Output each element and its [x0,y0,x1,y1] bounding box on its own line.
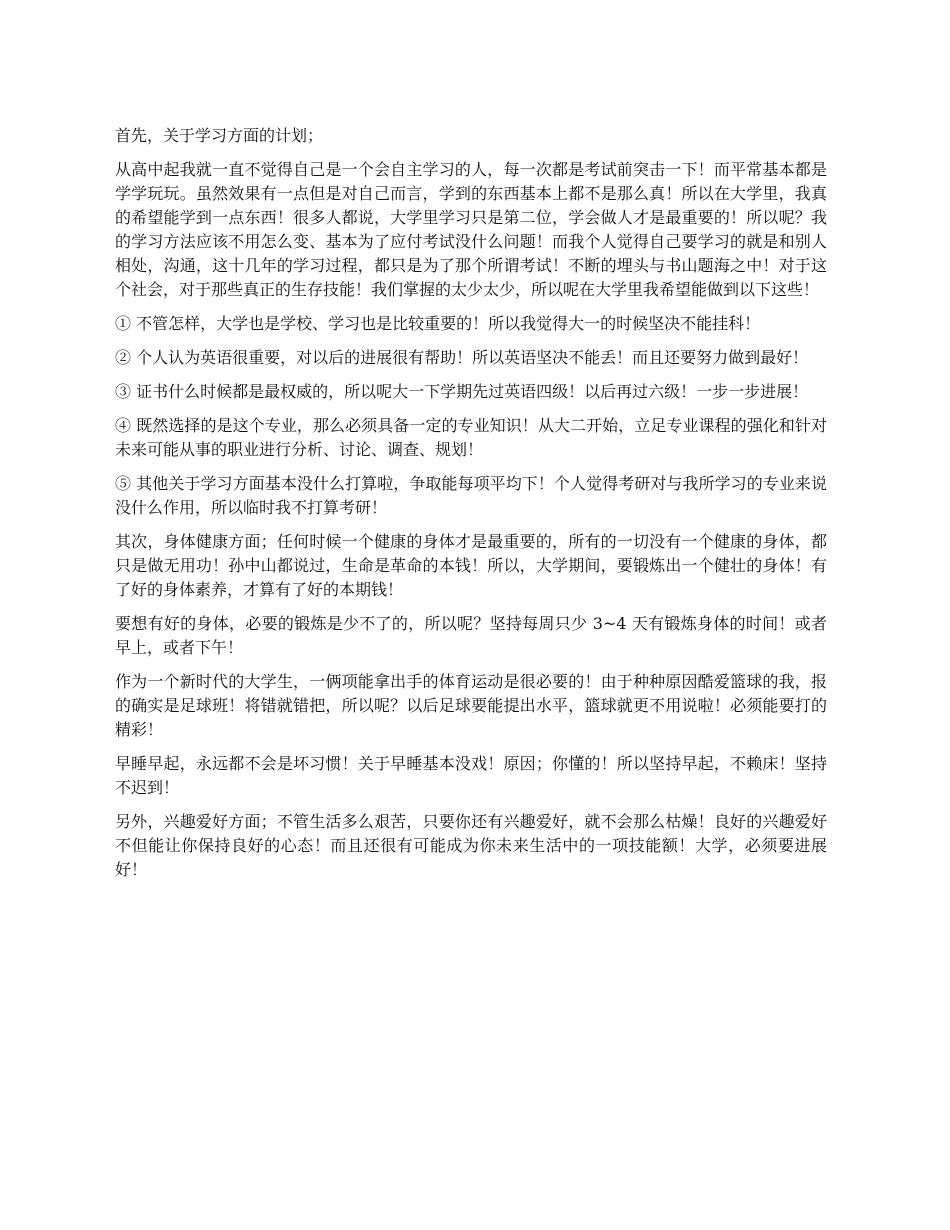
list-item-2: ② 个人认为英语很重要，对以后的进展很有帮助！所以英语坚决不能丢！而且还要努力做到最好！ [115,348,809,367]
paragraph-health: 其次，身体健康方面；任何时候一个健康的身体才是最重要的，所有的一切没有一个健康的身体，都只是做无用功！孙中山都说过，生命是革命的本钱！所以，大学期间，要锻炼出一个健壮的身体！有了好的身体素养，才算有了好的本期钱！ [115,532,827,599]
paragraph-sleep: 早睡早起，永远都不会是坏习惯！关于早睡基本没戏！原因；你懂的！所以坚持早起，不赖床！坚持不迟到！ [115,754,827,797]
list-item-1: ① 不管怎样，大学也是学校、学习也是比较重要的！所以我觉得大一的时候坚决不能挂科！ [115,314,761,333]
paragraph-hobbies: 另外，兴趣爱好方面；不管生活多么艰苦，只要你还有兴趣爱好，就不会那么枯燥！良好的兴趣爱好不但能让你保持良好的心态！而且还很有可能成为你未来生活中的一项技能额！大学，必须要进展好！ [115,812,827,879]
paragraph-heading-study: 首先，关于学习方面的计划； [115,126,324,145]
document-body [115,124,827,892]
paragraph-sports: 作为一个新时代的大学生，一俩项能拿出手的体育运动是很必要的！由于种种原因酷爱篮球的我，报的确实是足球班！将错就错把，所以呢？以后足球要能提出水平，篮球就更不用说啦！必须能要打的精彩！ [115,672,827,739]
list-item-3: ③ 证书什么时候都是最权威的，所以呢大一下学期先过英语四级！以后再过六级！一步一步进展！ [115,382,809,401]
list-item-4: ④ 既然选择的是这个专业，那么必须具备一定的专业知识！从大二开始，立足专业课程的强化和针对未来可能从事的职业进行分析、讨论、调查、规划！ [115,416,827,459]
paragraph-exercise: 要想有好的身体，必要的锻炼是少不了的，所以呢？坚持每周只少 3~4 天有锻炼身体的时间！或者早上，或者下午！ [115,614,827,657]
paragraph-study-intro: 从高中起我就一直不觉得自己是一个会自主学习的人，每一次都是考试前突击一下！而平常基本都是学学玩玩。虽然效果有一点但是对自己而言，学到的东西基本上都不是那么真！所以在大学里，我真的希望能学到一点东西！很多人都说，大学里学习只是第二位，学会做人才是最重要的！所以呢？我的学习方法应该不用怎么变、基本为了应付考试没什么问题！而我个人觉得自己要学习的就是和别人相处，沟通，这十几年的学习过程，都只是为了那个所谓考试！不断的埋头与书山题海之中！对于这个社会，对于那些真正的生存技能！我们掌握的太少太少，所以呢在大学里我希望能做到以下这些！ [115,160,827,299]
list-item-5: ⑤ 其他关于学习方面基本没什么打算啦，争取能每项平均下！个人觉得考研对与我所学习的专业来说没什么作用，所以临时我不打算考研！ [115,474,827,517]
